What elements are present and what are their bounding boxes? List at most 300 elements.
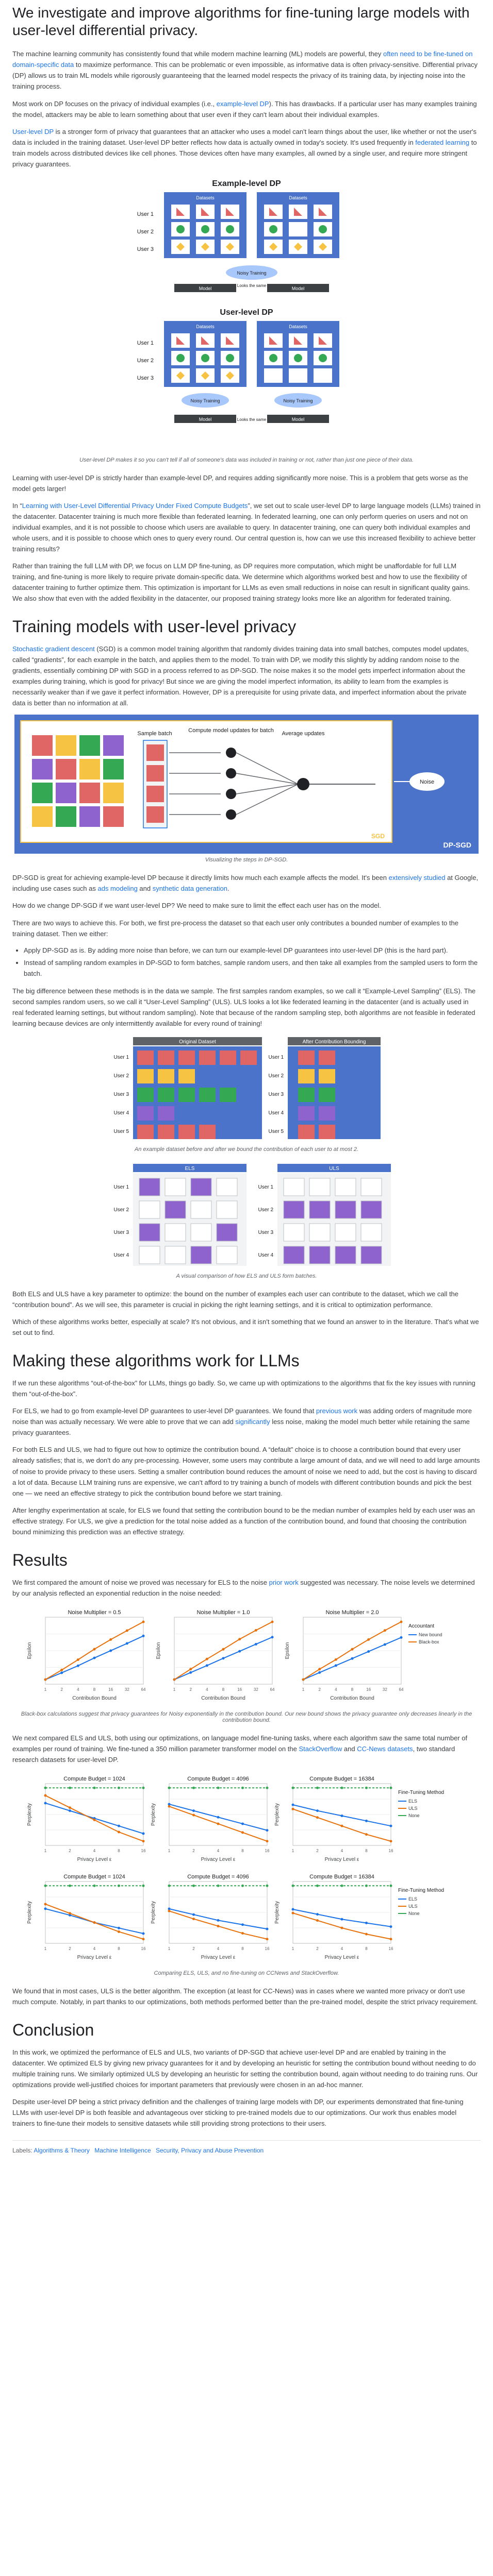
x-axis-label: Privacy Level ε xyxy=(201,1954,236,1960)
paragraph: There are two ways to achieve this. For both, we first pre-process the dataset so that each user only contributes a bounded number of examples to the training dataset. Then we either: xyxy=(12,919,458,938)
text: . xyxy=(227,885,229,893)
data-point xyxy=(192,1814,195,1816)
uls-cell xyxy=(309,1246,330,1264)
label-link[interactable]: Machine Intelligence xyxy=(94,2147,151,2155)
els-cell xyxy=(217,1178,237,1196)
model-label: Model xyxy=(291,416,305,422)
x-tick-label: 8 xyxy=(93,1687,96,1692)
x-axis-label: Contribution Bound xyxy=(72,1695,117,1701)
datasets-label: Datasets xyxy=(196,324,215,329)
link-sgd[interactable]: Stochastic gradient descent xyxy=(12,645,95,653)
x-axis-label: Contribution Bound xyxy=(330,1695,374,1701)
x-axis-label: Privacy Level ε xyxy=(77,1856,112,1862)
example-cell xyxy=(178,1069,195,1083)
data-point xyxy=(44,1907,47,1910)
els-cell xyxy=(165,1246,186,1264)
datasets-label: Datasets xyxy=(289,324,307,329)
x-tick-label: 1 xyxy=(44,1848,47,1853)
example-cell xyxy=(240,1050,257,1065)
link-example-level-dp[interactable]: example-level DP xyxy=(216,99,269,108)
noisy-training-label: Noisy Training xyxy=(190,398,220,403)
user-label: User 2 xyxy=(258,1207,273,1213)
grid-cell xyxy=(32,735,53,756)
data-point xyxy=(238,1650,241,1652)
data-point xyxy=(390,1885,392,1887)
link-fine-tuned[interactable]: often need to be fine-tuned on domain-specific data xyxy=(12,50,473,69)
x-tick-label: 1 xyxy=(291,1848,294,1853)
data-point xyxy=(241,1822,244,1825)
y-axis-label: Epsilon xyxy=(156,1642,161,1659)
circle-shape xyxy=(176,354,185,362)
user-label: User 1 xyxy=(113,1184,129,1191)
paragraph: We found that in most cases, ULS is the better algorithm. The exception (at least for CC-News) was in cases where we wanted more privacy or don't use much compute. Notably, in part thanks to our optimizations, both methods performed better than the pre-trained model, despite the strict privacy requirement. xyxy=(12,1987,478,2006)
grid-cell xyxy=(32,759,53,779)
label-link[interactable]: Algorithms & Theory xyxy=(34,2147,90,2155)
data-point xyxy=(44,1794,47,1797)
data-point xyxy=(266,1938,269,1940)
data-point xyxy=(118,1824,120,1827)
text: In “ xyxy=(12,501,22,510)
chart-title: Noise Multiplier = 1.0 xyxy=(196,1609,250,1616)
text: DP-SGD is great for achieving example-level DP because it directly limits how much each example affects the model. It's been xyxy=(12,874,389,882)
legend-entry: ULS xyxy=(408,1805,418,1811)
data-point xyxy=(255,1643,257,1646)
x-tick-label: 2 xyxy=(69,1848,71,1853)
user-label: User 2 xyxy=(137,228,154,235)
x-tick-label: 4 xyxy=(93,1848,96,1853)
data-point xyxy=(316,1919,319,1922)
paragraph: Rather than training the full LLM with DP, we focus on LLM DP fine-tuning, as DP requires more computation, which might be unaffordable for full LLM training, and fine-tuning is more likely to require private domain-specific data. We determine which algorithms worked best and how to use the flexibility of datacenter training to further optimize them. This optimization is important for LLMs as even small reductions in noise can result in significant quality gains. We also show that even with the added flexibility in the datacenter, our proposed training strategy looks more like an algorithm for federated training. xyxy=(12,562,470,603)
link-prior-work[interactable]: prior work xyxy=(269,1578,299,1586)
grid-cell xyxy=(56,783,76,803)
page-title: We investigate and improve algorithms for fine-tuning large models with user-level differential privacy. xyxy=(12,5,470,39)
legend-entry: ELS xyxy=(408,1896,418,1902)
model-label: Model xyxy=(199,416,212,422)
x-tick-label: 4 xyxy=(217,1848,220,1853)
chart-panel xyxy=(151,1776,270,1862)
data-point xyxy=(142,1620,145,1623)
x-tick-label: 8 xyxy=(365,1946,368,1951)
bounded-cell xyxy=(319,1125,335,1139)
chart-panel xyxy=(27,1874,146,1960)
noise-multiplier-charts xyxy=(14,1605,479,1708)
link-stackoverflow[interactable]: StackOverflow xyxy=(299,1744,342,1753)
user-label: User 5 xyxy=(268,1129,284,1135)
labels-prefix: Labels: xyxy=(12,2147,32,2155)
data-point xyxy=(241,1923,244,1926)
data-point xyxy=(400,1620,403,1623)
legend-entry: None xyxy=(408,1910,420,1916)
x-tick-label: 2 xyxy=(316,1848,319,1853)
data-point xyxy=(266,1787,269,1789)
text: Most work on DP focuses on the privacy of individual examples (i.e., xyxy=(12,99,217,108)
link-ccnews[interactable]: CC-News datasets xyxy=(357,1744,413,1753)
text: was adding orders of magnitude more noise than was actually necessary. We were able to prove that we can add xyxy=(12,1407,472,1426)
data-point xyxy=(241,1831,244,1834)
link-federated-learning[interactable]: federated learning xyxy=(415,138,470,146)
chart-title: Compute Budget = 4096 xyxy=(187,1873,249,1880)
data-point xyxy=(93,1819,96,1821)
data-point xyxy=(335,1658,337,1660)
bounded-cell xyxy=(298,1088,315,1102)
user-label: User 5 xyxy=(113,1129,129,1135)
circle-shape xyxy=(226,225,234,233)
figure-caption: Black-box calculations suggest that privacy guarantees for Noisy exponentially in the contribution bound. Our new bound shows the privacy guarantee only decreases linearly in the contribution bound. xyxy=(21,1710,472,1723)
user-level-title: User-level DP xyxy=(220,308,273,317)
uls-cell xyxy=(361,1224,382,1241)
text: is a stronger form of privacy that guarantees that an attacker who uses a model can't learn things about the user, like whether or not the user's data is included in the training dataset. User-level DP better reflects how data is actually owned in today's society. It's used frequently in xyxy=(12,127,477,146)
data-point xyxy=(365,1820,368,1822)
x-tick-label: 16 xyxy=(366,1687,371,1692)
paragraph: Which of these algorithms works better, especially at scale? It's not obvious, and it isn't something that we found an answer to in the literature. That's what we set out to find. xyxy=(12,1318,479,1337)
data-point xyxy=(44,1678,47,1681)
legend-entry: New bound xyxy=(419,1632,442,1637)
data-point xyxy=(173,1678,176,1681)
chart-title: Compute Budget = 16384 xyxy=(309,1775,374,1782)
text: We next compared ELS and ULS, both using our optimizations, on language model fine-tuning tasks, where each algorithm saw the same total number of examples per round of training. We fine-tuned a 350 million parameter transformer model on the xyxy=(12,1734,468,1753)
x-tick-label: 32 xyxy=(124,1687,129,1692)
legend-entry: None xyxy=(408,1812,420,1818)
data-point xyxy=(217,1822,220,1825)
data-point xyxy=(292,1803,294,1806)
els-cell xyxy=(217,1201,237,1218)
grid-cell xyxy=(79,735,100,756)
uls-cell xyxy=(335,1246,356,1264)
data-point xyxy=(341,1787,343,1789)
paragraph xyxy=(12,872,481,894)
data-point xyxy=(126,1642,128,1645)
x-tick-label: 16 xyxy=(141,1946,146,1951)
batch-item xyxy=(146,806,164,823)
data-point xyxy=(316,1816,319,1819)
data-point xyxy=(367,1638,370,1641)
data-point xyxy=(168,1787,171,1789)
paragraph: For both ELS and ULS, we had to figure out how to optimize the contribution bound. A “default” choice is to choose a contribution bound that every user already satisfies; that is, we don't do any pre-processing. However, some users may contribute a large amount of data, and we will need to add large amounts of noise to provide privacy to these users. Setting a smaller contribution bound reduces the amount of noise we need to add, but the cost is having to discard a lot of data. Because LLM training runs are expensive, we can't afford to try training a bunch of models with different contribution bounds and pick the best one — we need an effective strategy to pick the contribution bound before we start training. xyxy=(12,1446,480,1497)
data-point xyxy=(69,1912,71,1914)
chart-title: Compute Budget = 4096 xyxy=(187,1775,249,1782)
x-tick-label: 64 xyxy=(270,1687,275,1692)
user-label: User 2 xyxy=(137,357,154,364)
x-tick-label: 2 xyxy=(60,1687,63,1692)
link-ads-modeling[interactable]: ads modeling xyxy=(97,885,138,893)
link-previous-work[interactable]: previous work xyxy=(316,1407,358,1415)
x-tick-label: 4 xyxy=(340,1848,343,1853)
example-level-title: Example-level DP xyxy=(212,179,281,188)
data-point xyxy=(217,1919,220,1922)
x-tick-label: 16 xyxy=(237,1687,242,1692)
data-point xyxy=(69,1809,71,1812)
x-tick-label: 4 xyxy=(340,1946,343,1951)
chart-panel xyxy=(27,1609,146,1701)
original-dataset-label: Original Dataset xyxy=(179,1039,216,1045)
data-point xyxy=(390,1938,392,1940)
datasets-label: Datasets xyxy=(289,195,307,200)
intro-paragraph-2 xyxy=(12,98,481,120)
average-node xyxy=(297,778,309,790)
data-point xyxy=(365,1885,368,1887)
update-node xyxy=(226,809,236,820)
data-point xyxy=(168,1910,171,1912)
text: suggested was necessary. The noise levels we determined by our analysis reflected an exponential reduction in the noise needed: xyxy=(12,1578,475,1597)
text: , two standard research datasets for user-level DP. xyxy=(12,1744,455,1764)
link-paper[interactable]: Learning with User-Level Differential Privacy Under Fixed Compute Budgets xyxy=(22,501,248,510)
circle-shape xyxy=(201,354,209,362)
paragraph: The big difference between these methods is in the data we sample. The first samples random examples, so we call it “Example-Level Sampling” (ELS). The second samples random users, so we call it “User-Level Sampling” (ULS). ULS looks a lot like federated learning in the datacenter (and is actually used in real federated learning settings, but without random sampling). Note that because of the random sampling step, both algorithms are not feasible in federated learning because devices are only intermittently available for every round of training! xyxy=(12,987,476,1028)
els-cell xyxy=(217,1224,237,1241)
y-axis-label: Perplexity xyxy=(151,1901,156,1924)
datasets-label: Datasets xyxy=(196,195,215,200)
data-point xyxy=(241,1885,244,1887)
user-label: User 1 xyxy=(137,211,154,217)
label-link[interactable]: Security, Privacy and Abuse Prevention xyxy=(155,2147,264,2155)
bounded-cell xyxy=(319,1050,335,1065)
paragraph: How do we change DP-SGD if we want user-level DP? We need to make sure to limit the effect each user has on the model. xyxy=(12,902,381,910)
data-point xyxy=(192,1918,195,1920)
link-synthetic-data[interactable]: synthetic data generation xyxy=(152,885,228,893)
x-tick-label: 32 xyxy=(382,1687,387,1692)
grid-cell xyxy=(79,759,100,779)
x-tick-label: 1 xyxy=(173,1687,176,1692)
labels-footer xyxy=(12,2140,481,2154)
batch-item xyxy=(146,744,164,761)
data-point xyxy=(266,1885,269,1887)
data-point xyxy=(316,1885,319,1887)
data-point xyxy=(189,1671,192,1674)
els-cell xyxy=(191,1246,211,1264)
uls-cell xyxy=(361,1201,382,1218)
data-cell xyxy=(289,222,307,236)
batch-item xyxy=(146,786,164,802)
x-tick-label: 16 xyxy=(141,1848,146,1853)
x-tick-label: 1 xyxy=(168,1946,171,1951)
data-point xyxy=(192,1913,195,1916)
x-tick-label: 16 xyxy=(388,1848,393,1853)
paragraph xyxy=(12,1405,481,1438)
x-tick-label: 32 xyxy=(253,1687,258,1692)
data-point xyxy=(126,1629,128,1632)
els-cell xyxy=(217,1246,237,1264)
text: For ELS, we had to go from example-level DP guarantees to user-level DP guarantees. We found that xyxy=(12,1407,316,1415)
data-point xyxy=(93,1921,96,1924)
chart-panel xyxy=(151,1874,270,1960)
data-point xyxy=(316,1913,319,1916)
average-updates-label: Average updates xyxy=(282,731,325,737)
example-cell xyxy=(137,1106,154,1121)
data-point xyxy=(69,1806,71,1809)
data-point xyxy=(93,1656,96,1659)
data-point xyxy=(351,1657,354,1659)
list-item: • Apply DP-SGD as is. By adding more noise than before, we can turn our example-level DP guarantees into user-level DP (this is the hard part). xyxy=(24,945,481,956)
data-point xyxy=(69,1787,71,1789)
x-tick-label: 4 xyxy=(93,1946,96,1951)
data-point xyxy=(142,1634,145,1637)
els-label: ELS xyxy=(185,1166,195,1172)
bounded-cell xyxy=(298,1125,315,1139)
user-label: User 4 xyxy=(268,1110,284,1116)
data-point xyxy=(118,1831,120,1833)
text: (SGD) is a common model training algorithm that randomly divides training data into small batches, computes model updates, called “gradients”, for each example in the batch, and applies them to the model. To train with DP, we modify this slightly by adding random noise to the gradients, essentially combining DP with SGD in a process referred to as DP-SGD. The noise makes it so the model gets imperfect information about the examples during training, which is good for privacy! But since we are giving the model imperfect information, its ability to learn from the examples is necessarily weaker than if we gave it perfect information. However, DP is a prerequisite for using private data, and imperfect information about the private data is better than no information at all. xyxy=(12,645,469,707)
dpsgd-label: DP-SGD xyxy=(443,841,471,850)
data-point xyxy=(189,1668,192,1670)
data-point xyxy=(367,1650,370,1653)
data-point xyxy=(206,1657,208,1660)
x-tick-label: 1 xyxy=(291,1946,294,1951)
figure-caption: Comparing ELS, ULS, and no fine-tuning on CCNews and StackOverflow. xyxy=(154,1970,339,1976)
example-cell xyxy=(158,1106,174,1121)
noisy-training-label: Noisy Training xyxy=(237,270,267,276)
x-tick-label: 4 xyxy=(217,1946,220,1951)
data-point xyxy=(109,1638,112,1641)
noise-label: Noise xyxy=(419,779,435,786)
grid-cell xyxy=(32,806,53,827)
model-label: Model xyxy=(199,285,212,291)
x-tick-label: 16 xyxy=(108,1687,113,1692)
link-user-level-dp[interactable]: User-level DP xyxy=(12,127,54,135)
data-point xyxy=(238,1638,241,1640)
chart-panel xyxy=(27,1776,146,1862)
circle-shape xyxy=(294,354,302,362)
y-axis-label: Perplexity xyxy=(274,1803,280,1826)
data-point xyxy=(318,1668,321,1670)
data-point xyxy=(142,1938,145,1940)
paragraph xyxy=(12,500,481,554)
legend-title: Fine-Tuning Method xyxy=(398,1887,445,1893)
text: We first compared the amount of noise we proved was necessary for ELS to the noise xyxy=(12,1578,269,1586)
els-cell xyxy=(139,1178,160,1196)
legend-entry: ELS xyxy=(408,1798,418,1804)
data-point xyxy=(365,1933,368,1935)
data-point xyxy=(217,1885,220,1887)
uls-cell xyxy=(335,1224,356,1241)
x-tick-label: 2 xyxy=(192,1848,195,1853)
bounded-cell xyxy=(298,1050,315,1065)
user-label: User 3 xyxy=(268,1092,284,1098)
data-point xyxy=(390,1925,392,1928)
figure-caption: User-level DP makes it so you can't tell if all of someone's data was included in training or not, rather than just one piece of their data. xyxy=(79,456,414,463)
data-point xyxy=(390,1824,392,1827)
data-point xyxy=(271,1620,274,1623)
contribution-bounding-figure xyxy=(92,1035,401,1143)
text: at Google, including use cases such as xyxy=(12,874,479,893)
data-point xyxy=(217,1816,220,1819)
example-cell xyxy=(158,1125,174,1139)
data-point xyxy=(93,1787,96,1789)
x-tick-label: 2 xyxy=(192,1946,195,1951)
uls-cell xyxy=(309,1201,330,1218)
data-point xyxy=(384,1643,386,1646)
paragraph xyxy=(12,1577,481,1599)
x-tick-label: 2 xyxy=(316,1946,319,1951)
user-label: User 3 xyxy=(113,1092,129,1098)
data-point xyxy=(118,1930,120,1933)
update-node xyxy=(226,748,236,758)
uls-cell xyxy=(284,1224,304,1241)
data-point xyxy=(109,1649,112,1652)
els-cell xyxy=(139,1224,160,1241)
user-label: User 1 xyxy=(258,1184,273,1191)
grid-cell xyxy=(32,783,53,803)
els-cell xyxy=(191,1224,211,1241)
x-tick-label: 2 xyxy=(318,1687,321,1692)
user-label: User 1 xyxy=(268,1055,284,1061)
data-point xyxy=(390,1787,392,1789)
data-point xyxy=(118,1927,120,1929)
example-cell xyxy=(199,1125,216,1139)
grid-cell xyxy=(103,783,124,803)
bounded-cell xyxy=(298,1106,315,1121)
x-tick-label: 1 xyxy=(168,1848,171,1853)
chart-title: Noise Multiplier = 0.5 xyxy=(68,1609,121,1616)
user-label: User 1 xyxy=(137,340,154,346)
data-point xyxy=(292,1808,294,1810)
example-cell xyxy=(158,1088,174,1102)
data-point xyxy=(77,1658,79,1661)
data-point xyxy=(302,1678,305,1681)
paragraph: If we run these algorithms “out-of-the-box” for LLMs, things go badly. So, we came up with optimizations to the algorithms that fix the key issues with running them “out-of-the-box”. xyxy=(12,1379,475,1398)
looks-same-label: Looks the same xyxy=(237,283,267,288)
dpsgd-steps-figure xyxy=(14,715,479,854)
x-tick-label: 16 xyxy=(265,1848,270,1853)
text: and xyxy=(342,1744,357,1753)
y-axis-label: Perplexity xyxy=(151,1803,156,1826)
grid-cell xyxy=(56,735,76,756)
user-label: User 3 xyxy=(137,375,154,381)
perplexity-charts xyxy=(14,1771,479,1967)
example-cell xyxy=(137,1069,154,1083)
uls-label: ULS xyxy=(329,1166,339,1172)
link-extensively-studied[interactable]: extensively studied xyxy=(388,874,446,882)
data-point xyxy=(217,1787,220,1789)
data-point xyxy=(60,1669,63,1671)
data-point xyxy=(241,1787,244,1789)
data-point xyxy=(341,1815,343,1817)
x-axis-label: Privacy Level ε xyxy=(77,1954,112,1960)
link-significantly[interactable]: significantly xyxy=(235,1418,270,1426)
data-point xyxy=(384,1629,386,1632)
list-item: • Instead of sampling random examples in DP-SGD to form batches, sample random users, and then take all examples from the sampled users to form the batch. xyxy=(24,958,481,979)
data-point xyxy=(142,1832,145,1835)
figure-caption: Visualizing the steps in DP-SGD. xyxy=(205,857,288,863)
bounded-cell xyxy=(298,1069,315,1083)
data-point xyxy=(365,1922,368,1924)
data-point xyxy=(192,1809,195,1812)
data-point xyxy=(335,1664,337,1667)
text: less noise, making the model much better while retaining the same privacy guarantees. xyxy=(12,1418,470,1437)
data-point xyxy=(142,1932,145,1935)
grid-cell xyxy=(56,759,76,779)
batch-item xyxy=(146,765,164,782)
x-tick-label: 1 xyxy=(44,1946,47,1951)
model-label: Model xyxy=(291,285,305,291)
data-point xyxy=(44,1903,47,1905)
example-cell xyxy=(137,1088,154,1102)
chart-title: Noise Multiplier = 2.0 xyxy=(325,1609,379,1616)
data-point xyxy=(44,1802,47,1804)
data-point xyxy=(365,1787,368,1789)
legend-title: Fine-Tuning Method xyxy=(398,1789,445,1795)
grid-cell xyxy=(103,735,124,756)
figure-caption: An example dataset before and after we bound the contribution of each user to at most 2. xyxy=(134,1146,359,1153)
data-point xyxy=(271,1636,274,1638)
y-axis-label: Perplexity xyxy=(274,1901,280,1924)
data-point xyxy=(341,1824,343,1827)
data-point xyxy=(390,1840,392,1842)
example-cell xyxy=(158,1069,174,1083)
dp-comparison-figure xyxy=(102,176,391,454)
example-cell xyxy=(220,1088,236,1102)
data-point xyxy=(365,1833,368,1836)
paragraph: In this work, we optimized the performance of ELS and ULS, two variants of DP-SGD that achieve user-level DP and are enabled by training in the datacenter. We optimized ELS by giving new privacy guarantees for it and by developing an heuristic for setting the contribution bound without needing to do multiple training runs. We similarly optimized ULS by developing an heuristic for setting the contribution bound, again without needing to do training runs. Our optimizations provide well-justified choices for important parameters that previously were chosen in an ad-hoc manner. xyxy=(12,2048,478,2089)
